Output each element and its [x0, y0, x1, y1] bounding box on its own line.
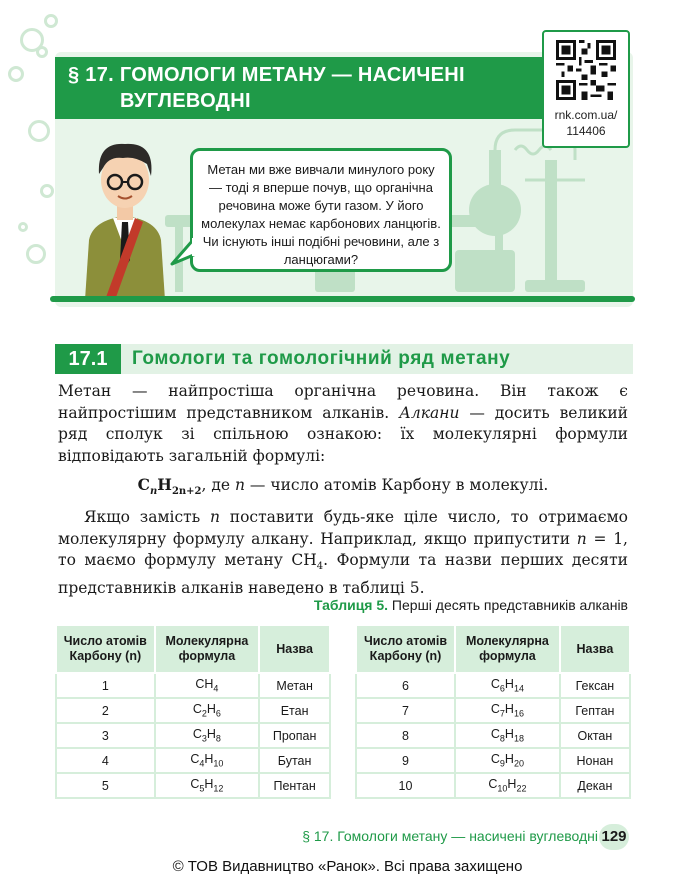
cell-carbon-count: 3 — [56, 723, 155, 748]
col-header-formula: Молекулярна формула — [155, 625, 260, 673]
alkanes-table-right — [355, 624, 631, 799]
speech-bubble-tail — [170, 238, 200, 268]
speech-bubble — [190, 148, 452, 272]
decor-bubble — [40, 184, 54, 198]
formula-h-sub: 2n+2 — [171, 486, 202, 498]
table-caption — [250, 597, 628, 613]
cell-carbon-count: 10 — [356, 773, 455, 798]
cell-name: Гептан — [560, 698, 630, 723]
cell-formula: $C_5H_{12}$ — [155, 773, 260, 798]
chapter-title-line2: ВУГЛЕВОДНІ — [120, 90, 251, 112]
alkanes-table-left — [55, 624, 331, 799]
cell-carbon-count: 4 — [56, 748, 155, 773]
table-row — [56, 723, 330, 748]
table-row — [356, 723, 630, 748]
example-text-b: поставити будь-яке ціле число, то отримаємо молекулярну формулу алкану. Наприклад, якщо припустити — [58, 508, 628, 548]
cell-name: Етан — [259, 698, 330, 723]
table-row — [56, 673, 330, 698]
example-text-a: Якщо замість — [84, 508, 210, 526]
decor-bubble — [26, 244, 46, 264]
example-n2: n — [576, 529, 587, 548]
example-text-d: . Формули та назви перших десяти представників алканів наведено в таблиці 5. — [58, 551, 628, 597]
cell-carbon-count: 1 — [56, 673, 155, 698]
decor-bubble — [44, 14, 58, 28]
cell-name: Октан — [560, 723, 630, 748]
student-character — [75, 130, 175, 300]
chapter-title-line1: ГОМОЛОГИ МЕТАНУ — НАСИЧЕНІ — [119, 64, 465, 86]
cell-name: Пропан — [259, 723, 330, 748]
qr-code-icon — [556, 40, 616, 100]
cell-carbon-count: 5 — [56, 773, 155, 798]
decor-bubble — [18, 222, 28, 232]
table-caption-label: Таблиця 5. — [313, 597, 389, 613]
qr-url-line1: rnk.com.ua/ — [554, 108, 618, 122]
running-footer-title: § 17. Гомологи метану — насичені вуглеводні — [302, 828, 598, 844]
cell-carbon-count: 7 — [356, 698, 455, 723]
table-row — [56, 748, 330, 773]
formula-text-a: , де — [201, 476, 236, 494]
cell-formula: $C_6H_{14}$ — [455, 673, 560, 698]
page-number: 129 — [599, 824, 629, 850]
qr-url-line2: 114406 — [566, 124, 606, 138]
cell-formula: $C_8H_{18}$ — [455, 723, 560, 748]
table-caption-text: Перші десять представників алканів — [388, 597, 628, 613]
cell-formula: $C_{10}H_{22}$ — [455, 773, 560, 798]
qr-code-box[interactable] — [542, 30, 630, 148]
cell-name: Метан — [259, 673, 330, 698]
cell-formula: $CH_4$ — [155, 673, 260, 698]
intro-text-b: — досить великий ряд сполук зі спільною ознакою: їх молекулярні формули відповідають загальній формулі: — [58, 403, 628, 465]
table-row — [356, 673, 630, 698]
cell-name: Пентан — [259, 773, 330, 798]
col-header-formula: Молекулярна формула — [455, 625, 560, 673]
cell-name: Гексан — [560, 673, 630, 698]
table-row — [56, 698, 330, 723]
example-sub: 4 — [316, 561, 324, 573]
col-header-name: Назва — [259, 625, 330, 673]
cell-formula: $C_3H_8$ — [155, 723, 260, 748]
cell-carbon-count: 2 — [56, 698, 155, 723]
header-ground-line — [50, 296, 635, 302]
cell-formula: $C_2H_6$ — [155, 698, 260, 723]
paragraph-example — [58, 507, 628, 599]
formula-carbon: C — [137, 475, 150, 494]
cell-carbon-count: 8 — [356, 723, 455, 748]
paragraph-intro — [58, 381, 628, 467]
cell-formula: $C_9H_{20}$ — [455, 748, 560, 773]
table-row — [56, 773, 330, 798]
formula-hydrogen: H — [157, 475, 172, 494]
table-row — [356, 698, 630, 723]
section-title: Гомологи та гомологічний ряд метану — [132, 348, 511, 369]
example-text-c: = 1, то маємо формулу метану CH — [58, 529, 628, 569]
intro-text-a: Метан — найпростіша органічна речовина. Він також є найпростішим представником алканів. — [58, 382, 628, 422]
general-formula — [58, 474, 628, 503]
col-header-carbon-count: Число атомів Карбону (n) — [356, 625, 455, 673]
copyright-notice: © ТОВ Видавництво «Ранок». Всі права захищено — [172, 858, 523, 875]
table-row — [356, 773, 630, 798]
chapter-number: § 17. — [68, 64, 114, 86]
formula-variable: n — [235, 476, 245, 494]
decor-bubble — [36, 46, 48, 58]
cell-name: Бутан — [259, 748, 330, 773]
decor-bubble — [28, 120, 50, 142]
chapter-title — [68, 62, 538, 114]
formula-n-sub: n — [150, 486, 158, 498]
speech-text: Метан ми вже вивчали минулого року — тоді я вперше почув, що органічна речовина може бути газом. У його молекулах немає карбонових ланцюгів. Чи існують інші подібні речовини, але з ланцюгами? — [201, 162, 441, 267]
col-header-carbon-count: Число атомів Карбону (n) — [56, 625, 155, 673]
section-number: 17.1 — [55, 344, 121, 374]
term-alkanes: Алкани — [399, 403, 460, 422]
decor-bubble — [8, 66, 24, 82]
cell-carbon-count: 6 — [356, 673, 455, 698]
cell-formula: $C_7H_{16}$ — [455, 698, 560, 723]
formula-text-b: — число атомів Карбону в молекулі. — [245, 476, 549, 494]
cell-carbon-count: 9 — [356, 748, 455, 773]
cell-name: Нонан — [560, 748, 630, 773]
col-header-name: Назва — [560, 625, 630, 673]
table-row — [356, 748, 630, 773]
example-n1: n — [209, 508, 220, 526]
cell-name: Декан — [560, 773, 630, 798]
cell-formula: $C_4H_{10}$ — [155, 748, 260, 773]
